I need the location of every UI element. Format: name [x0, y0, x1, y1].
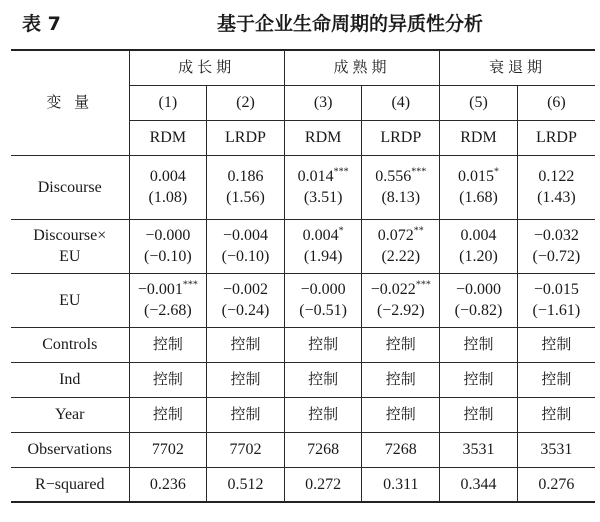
- significance-stars: *: [493, 166, 499, 178]
- t-statistic: (1.08): [148, 189, 188, 206]
- t-statistic: (−0.72): [532, 248, 581, 265]
- significance-stars: **: [413, 225, 424, 237]
- coefficient-value: [285, 279, 362, 300]
- t-statistic: (−2.68): [143, 302, 192, 319]
- coefficient-number: −0.015: [533, 281, 579, 298]
- t-statistic: (−0.10): [143, 248, 192, 265]
- coefficient-number: 0.072: [377, 227, 414, 244]
- coefficient-value: [130, 279, 207, 300]
- table-number: 表 7: [22, 13, 61, 35]
- coefficient-number: 0.004: [460, 227, 497, 244]
- t-statistic: (−2.92): [376, 302, 425, 319]
- t-statistic: (1.20): [459, 248, 498, 265]
- significance-stars: ***: [182, 279, 198, 291]
- table-row: [11, 155, 595, 219]
- value-cell: 0.236: [129, 467, 207, 502]
- table-row: [11, 397, 595, 432]
- t-statistic: (−0.10): [221, 248, 270, 265]
- table-row: [11, 219, 595, 273]
- dep-var-2: LRDP: [207, 120, 285, 155]
- dep-var-4: LRDP: [362, 120, 440, 155]
- coefficient-value: [518, 279, 595, 300]
- stage-header-mature: 成熟期: [284, 50, 439, 85]
- col-num-3: (3): [284, 85, 362, 120]
- coef-cell: [129, 155, 207, 219]
- coefficient-number: 0.122: [538, 168, 575, 185]
- coefficient-number: −0.000: [300, 281, 346, 298]
- table-row: [11, 467, 595, 502]
- coef-cell: [440, 219, 518, 273]
- coefficient-number: −0.004: [222, 227, 268, 244]
- value-cell: 控制: [362, 362, 440, 397]
- value-cell: 0.276: [517, 467, 595, 502]
- coef-cell: [362, 273, 440, 327]
- t-statistic: (−0.82): [454, 302, 503, 319]
- t-statistic: (−1.61): [532, 302, 581, 319]
- value-cell: 控制: [129, 327, 207, 362]
- value-cell: 3531: [517, 432, 595, 467]
- row-label: Observations: [11, 432, 129, 467]
- coef-cell: [517, 273, 595, 327]
- stage-header-decline: 衰退期: [440, 50, 595, 85]
- t-statistic: (−0.24): [221, 302, 270, 319]
- coefficient-value: [518, 225, 595, 246]
- coef-cell: [129, 273, 207, 327]
- coefficient-number: −0.001: [137, 281, 183, 298]
- coef-cell: [362, 155, 440, 219]
- value-cell: 控制: [362, 397, 440, 432]
- coefficient-value: [362, 279, 439, 300]
- coefficient-value: [130, 166, 207, 187]
- coefficient-number: 0.015: [457, 168, 494, 185]
- coefficient-number: 0.556: [375, 168, 412, 185]
- coef-cell: [362, 219, 440, 273]
- coefficient-number: −0.002: [222, 281, 268, 298]
- coefficient-number: 0.014: [297, 168, 334, 185]
- coef-cell: [207, 219, 285, 273]
- value-cell: 控制: [284, 362, 362, 397]
- coefficient-value: [518, 166, 595, 187]
- coef-cell: [284, 273, 362, 327]
- col-num-4: (4): [362, 85, 440, 120]
- coefficient-value: [362, 166, 439, 187]
- value-cell: 控制: [129, 362, 207, 397]
- coefficient-value: [440, 279, 517, 300]
- t-statistic: (1.56): [226, 189, 265, 206]
- coef-cell: [207, 273, 285, 327]
- value-cell: 0.344: [440, 467, 518, 502]
- coefficient-value: [207, 279, 284, 300]
- coefficient-number: −0.022: [370, 281, 416, 298]
- dep-var-3: RDM: [284, 120, 362, 155]
- t-statistic: (1.43): [537, 189, 576, 206]
- coefficient-number: 0.004: [302, 227, 339, 244]
- col-num-2: (2): [207, 85, 285, 120]
- value-cell: 7268: [284, 432, 362, 467]
- coefficient-value: [130, 225, 207, 246]
- value-cell: 控制: [129, 397, 207, 432]
- value-cell: 控制: [207, 397, 285, 432]
- regression-table: [11, 49, 595, 503]
- coef-cell: [284, 155, 362, 219]
- value-cell: 3531: [440, 432, 518, 467]
- coef-cell: [440, 155, 518, 219]
- row-label: Ind: [11, 362, 129, 397]
- variable-header: 变 量: [11, 50, 129, 155]
- col-num-6: (6): [517, 85, 595, 120]
- dep-var-6: LRDP: [517, 120, 595, 155]
- coefficient-value: [285, 166, 362, 187]
- t-statistic: (3.51): [303, 189, 343, 206]
- row-label-line: Discourse×: [33, 227, 107, 244]
- t-statistic: (1.94): [303, 248, 343, 265]
- row-label-line: Discourse: [37, 178, 102, 196]
- t-statistic: (8.13): [381, 189, 421, 206]
- coef-cell: [517, 155, 595, 219]
- table-row: [11, 273, 595, 327]
- significance-stars: ***: [333, 166, 349, 178]
- coef-cell: [207, 155, 285, 219]
- t-statistic: (1.68): [459, 189, 498, 206]
- dep-var-1: RDM: [129, 120, 207, 155]
- significance-stars: *: [338, 225, 344, 237]
- coefficient-value: [362, 225, 439, 246]
- t-statistic: (−0.51): [299, 302, 347, 319]
- value-cell: 控制: [207, 327, 285, 362]
- table-row: [11, 432, 595, 467]
- table-row: [11, 327, 595, 362]
- row-label: R−squared: [11, 467, 129, 502]
- table-title: 基于企业生命周期的异质性分析: [216, 13, 483, 35]
- value-cell: 控制: [362, 327, 440, 362]
- value-cell: 0.311: [362, 467, 440, 502]
- t-statistic: (2.22): [381, 248, 421, 265]
- coef-cell: [284, 219, 362, 273]
- coefficient-value: [285, 225, 362, 246]
- coef-cell: [129, 219, 207, 273]
- table-caption: [0, 0, 600, 44]
- coefficient-number: 0.186: [227, 168, 264, 185]
- coefficient-number: −0.000: [145, 227, 191, 244]
- coefficient-value: [440, 225, 517, 246]
- value-cell: 控制: [517, 362, 595, 397]
- col-num-5: (5): [440, 85, 518, 120]
- value-cell: 7702: [207, 432, 285, 467]
- coefficient-value: [207, 225, 284, 246]
- row-label: Year: [11, 397, 129, 432]
- stage-header-growth: 成长期: [129, 50, 284, 85]
- row-label: [11, 155, 129, 219]
- value-cell: 控制: [284, 327, 362, 362]
- dep-var-5: RDM: [440, 120, 518, 155]
- value-cell: 控制: [517, 397, 595, 432]
- value-cell: 0.512: [207, 467, 285, 502]
- value-cell: 控制: [440, 327, 518, 362]
- row-label-line: EU: [59, 291, 81, 309]
- value-cell: 控制: [440, 362, 518, 397]
- coefficient-number: −0.032: [533, 227, 579, 244]
- coefficient-number: −0.000: [455, 281, 501, 298]
- value-cell: 控制: [440, 397, 518, 432]
- row-label: [11, 273, 129, 327]
- value-cell: 0.272: [284, 467, 362, 502]
- coef-cell: [517, 219, 595, 273]
- coefficient-number: 0.004: [149, 168, 186, 185]
- value-cell: 7268: [362, 432, 440, 467]
- row-label-line: EU: [59, 248, 81, 265]
- significance-stars: ***: [415, 279, 431, 291]
- row-label: [11, 219, 129, 273]
- coef-cell: [440, 273, 518, 327]
- value-cell: 7702: [129, 432, 207, 467]
- significance-stars: ***: [411, 166, 427, 178]
- value-cell: 控制: [517, 327, 595, 362]
- value-cell: 控制: [284, 397, 362, 432]
- coefficient-value: [440, 166, 517, 187]
- coefficient-value: [207, 166, 284, 187]
- value-cell: 控制: [207, 362, 285, 397]
- col-num-1: (1): [129, 85, 207, 120]
- row-label: Controls: [11, 327, 129, 362]
- table-row: [11, 362, 595, 397]
